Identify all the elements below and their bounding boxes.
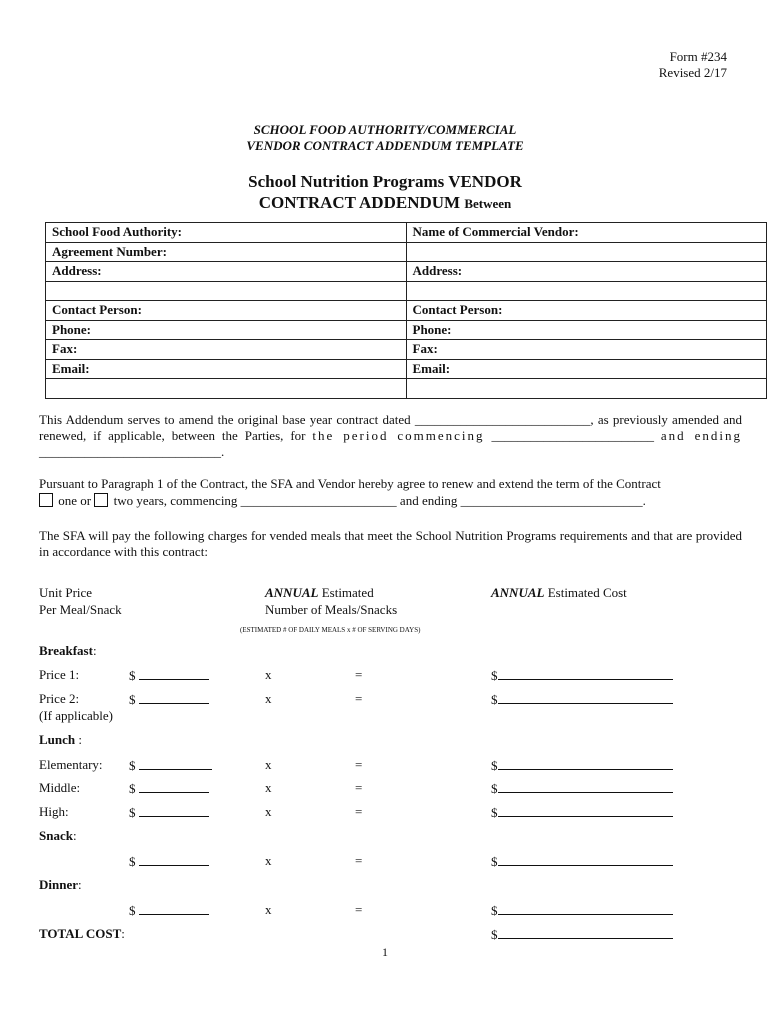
equals-sign: = [355,853,363,868]
dollar-sign: $ [491,927,498,942]
dollar-sign: $ [491,758,498,773]
table-row [46,262,767,282]
table-cell: Fax: [46,340,407,360]
dollar-sign: $ [129,781,136,796]
snack-cost-field[interactable] [491,853,673,870]
times-sign: x [265,902,272,917]
renew-paragraph [39,476,742,509]
times-sign: x [265,691,272,706]
two-years-checkbox[interactable] [94,493,108,507]
col-annual-estimated [265,585,374,601]
equals-sign: = [355,667,363,682]
times-sign: x [265,757,272,772]
dollar-sign: $ [491,854,498,869]
table-cell: Address: [46,262,407,282]
high-unit-field[interactable] [129,804,209,821]
middle-unit-field[interactable] [129,780,209,797]
table-cell: Phone: [46,320,407,340]
form-number: Form #234 [669,49,727,64]
table-row [46,301,767,321]
dollar-sign: $ [491,805,498,820]
elementary-unit-field[interactable] [129,757,212,774]
price2-unit-field[interactable] [129,691,209,708]
dollar-sign: $ [491,668,498,683]
table-cell [46,379,407,399]
dollar-sign: $ [129,758,136,773]
table-cell: Phone: [406,320,767,340]
col-unit-price: Unit Price [39,585,93,600]
dollar-sign: $ [129,903,136,918]
total-heading: TOTAL COST: [39,926,125,941]
party-info-table [45,222,767,399]
price2-cost-field[interactable] [491,691,673,708]
times-sign: x [265,780,272,795]
snack-label: Snack [39,828,73,843]
two-years-label: two years, commencing ________________________ and ending ____________________________. [113,493,646,508]
times-sign: x [265,853,272,868]
col-number-meals: Number of Meals/Snacks [265,602,398,617]
table-row [46,242,767,262]
page-number: 1 [382,945,388,959]
price1-unit-field[interactable] [129,667,209,684]
lunch-heading: Lunch : [39,732,83,747]
renew-text: Pursuant to Paragraph 1 of the Contract, the SFA and Vendor hereby agree to renew and extend the term of the Contract [39,476,661,491]
table-cell: Fax: [406,340,767,360]
elementary-cost-field[interactable] [491,757,673,774]
equals-sign: = [355,902,363,917]
table-cell: Email: [46,359,407,379]
price1-label: Price 1: [39,667,80,682]
col-estimate-note: (ESTIMATED # OF DAILY MEALS x # OF SERVING DAYS) [240,626,421,634]
col3-annual: ANNUAL [491,585,545,600]
price1-cost-field[interactable] [491,667,673,684]
dollar-sign: $ [491,692,498,707]
amend-text-1: This Addendum serves to amend the original base year contract dated ___________________________, as previously amended and renewed, if applicable, between the Parties, for [39,412,742,443]
table-cell [46,281,407,301]
table-cell: Agreement Number: [46,242,407,262]
one-year-checkbox[interactable] [39,493,53,507]
dinner-heading: Dinner: [39,877,82,892]
breakfast-heading: Breakfast: [39,643,97,658]
title-line-2: VENDOR CONTRACT ADDENDUM TEMPLATE [246,138,524,153]
equals-sign: = [355,804,363,819]
dollar-sign: $ [129,668,136,683]
snack-heading: Snack: [39,828,77,843]
table-cell [406,281,767,301]
total-label: TOTAL COST [39,926,122,941]
col3-cost: Estimated Cost [544,585,627,600]
revised-date: Revised 2/17 [658,65,727,80]
table-row [46,281,767,301]
amend-text-5: ____________________________. [39,444,225,459]
equals-sign: = [355,757,363,772]
dinner-cost-field[interactable] [491,902,673,919]
dollar-sign: $ [129,692,136,707]
table-row [46,379,767,399]
one-year-label: one or [58,493,92,508]
high-label: High: [39,804,69,819]
amend-text-4: and ending [660,428,742,443]
renew-options [39,493,742,509]
price2-label: Price 2: [39,691,80,706]
amend-text-2: the period commencing [312,428,485,443]
dinner-unit-field[interactable] [129,902,209,919]
col2-estimated: Estimated [318,585,374,600]
table-cell: Contact Person: [406,301,767,321]
table-row [46,359,767,379]
total-cost-field[interactable] [491,926,673,943]
table-cell [406,242,767,262]
col-per-meal: Per Meal/Snack [39,602,122,617]
table-cell: Address: [406,262,767,282]
high-cost-field[interactable] [491,804,673,821]
times-sign: x [265,804,272,819]
table-cell: Contact Person: [46,301,407,321]
title-line-1: SCHOOL FOOD AUTHORITY/COMMERCIAL [253,122,517,137]
middle-cost-field[interactable] [491,780,673,797]
amend-paragraph [39,412,742,460]
main-title-line-2 [0,193,770,213]
table-cell: Name of Commercial Vendor: [406,223,767,243]
amend-text-3: _________________________ [484,428,661,443]
breakfast-label: Breakfast [39,643,93,658]
table-row [46,340,767,360]
table-row [46,223,767,243]
dinner-label: Dinner [39,877,78,892]
table-row [46,320,767,340]
table-cell [406,379,767,399]
col2-annual: ANNUAL [265,585,319,600]
main-title-suffix: Between [464,196,512,211]
col-annual-cost [491,585,627,601]
table-cell: Email: [406,359,767,379]
times-sign: x [265,667,272,682]
snack-unit-field[interactable] [129,853,209,870]
dollar-sign: $ [129,854,136,869]
main-title-line-1: School Nutrition Programs VENDOR [248,172,522,191]
charges-paragraph: The SFA will pay the following charges for vended meals that meet the School Nutrition Programs requirements and that are provided in accordance with this contract: [39,528,742,559]
main-title-text: CONTRACT ADDENDUM [258,193,461,212]
elementary-label: Elementary: [39,757,103,772]
dollar-sign: $ [491,781,498,796]
equals-sign: = [355,691,363,706]
middle-label: Middle: [39,780,81,795]
dollar-sign: $ [129,805,136,820]
dollar-sign: $ [491,903,498,918]
equals-sign: = [355,780,363,795]
lunch-label: Lunch [39,732,76,747]
table-cell: School Food Authority: [46,223,407,243]
if-applicable-label: (If applicable) [39,708,113,723]
